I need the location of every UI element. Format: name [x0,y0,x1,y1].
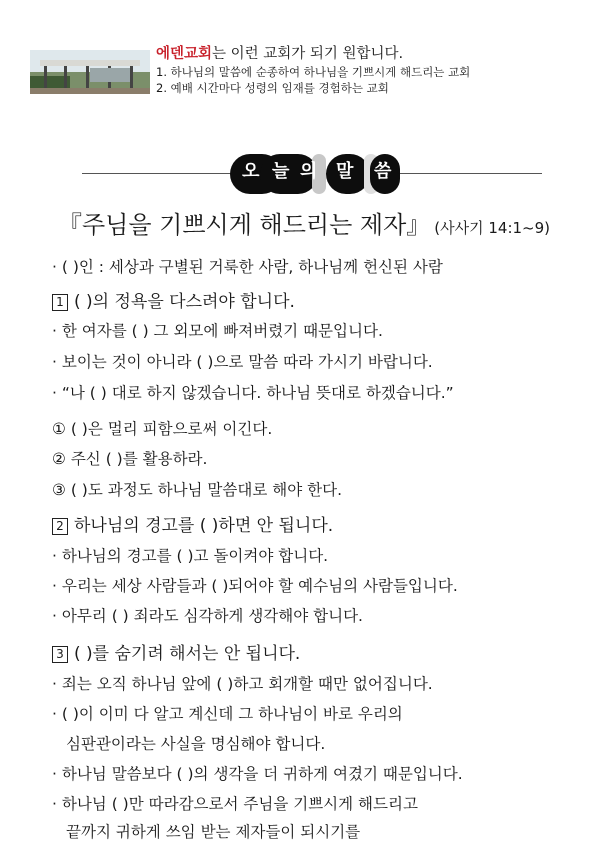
sermon-title [58,209,550,244]
numbered-line: ③ ( )도 과정도 하나님 말씀대로 해야 한다. [52,481,343,499]
section-heading-text: ( )를 숨기려 해서는 안 됩니다. [74,644,301,664]
body-line-continued: 끝까지 귀하게 쓰임 받는 제자들이 되시기를 [66,823,361,841]
church-tagline: 는 이런 교회가 되기 원합니다. [212,46,404,62]
todays-word-banner [82,152,542,196]
body-line: · 아무리 ( ) 죄라도 심각하게 생각해야 합니다. [52,607,363,625]
section-heading-1 [52,291,295,313]
vision-item: 2. 예배 시간마다 성령의 임재를 경험하는 교회 [156,81,389,95]
banner-syllable: 말 [336,161,354,182]
vision-item: 1. 하나님의 말씀에 순종하여 하나님을 기쁘시게 해드리는 교회 [156,65,471,79]
banner-syllable: 오 [242,161,260,182]
section-number-box: 2 [52,518,68,535]
banner-syllable: 늘 [272,161,290,182]
church-intro [156,44,570,64]
body-line: · ( )이 이미 다 알고 계신데 그 하나님이 바로 우리의 [52,705,403,723]
sermon-title-text: 『주님을 기쁘시게 해드리는 제자』 [58,211,431,239]
body-line: · 하나님 ( )만 따라감으로서 주님을 기쁘시게 해드리고 [52,795,418,813]
banner-syllable: 씀 [374,161,392,182]
body-line: · 하나님 말씀보다 ( )의 생각을 더 귀하게 여겼기 때문입니다. [52,765,463,783]
body-line: · 죄는 오직 하나님 앞에 ( )하고 회개할 때만 없어집니다. [52,675,433,693]
definition-line: · ( )인 : 세상과 구별된 거룩한 사람, 하나님께 헌신된 사람 [52,258,443,276]
body-line-continued: 심판관이라는 사실을 명심해야 합니다. [66,735,326,753]
section-number-box: 1 [52,294,68,311]
numbered-line: ② 주신 ( )를 활용하라. [52,450,208,468]
banner-syllable: 의 [300,161,318,182]
section-heading-2 [52,515,333,537]
body-line: · 보이는 것이 아니라 ( )으로 말씀 따라 가시기 바랍니다. [52,353,433,371]
section-heading-3 [52,643,300,665]
body-line: · 우리는 세상 사람들과 ( )되어야 할 예수님의 사람들입니다. [52,577,458,595]
body-line: · “나 ( ) 대로 하지 않겠습니다. 하나님 뜻대로 하겠습니다.” [52,384,454,402]
church-header [30,44,570,96]
church-name: 에덴교회 [156,46,213,62]
body-line: · 하나님의 경고를 ( )고 돌이켜야 합니다. [52,547,329,565]
section-heading-text: 하나님의 경고를 ( )하면 안 됩니다. [74,516,334,536]
scripture-reference: (사사기 14:1~9) [434,219,551,237]
numbered-line: ① ( )은 멀리 피함으로써 이긴다. [52,420,273,438]
section-heading-text: ( )의 정욕을 다스려야 합니다. [74,292,295,312]
church-building-photo [30,50,150,94]
section-number-box: 3 [52,646,68,663]
banner-pills [230,152,400,196]
body-line: · 한 여자를 ( ) 그 외모에 빠져버렸기 때문입니다. [52,322,383,340]
vision-list [156,64,570,96]
